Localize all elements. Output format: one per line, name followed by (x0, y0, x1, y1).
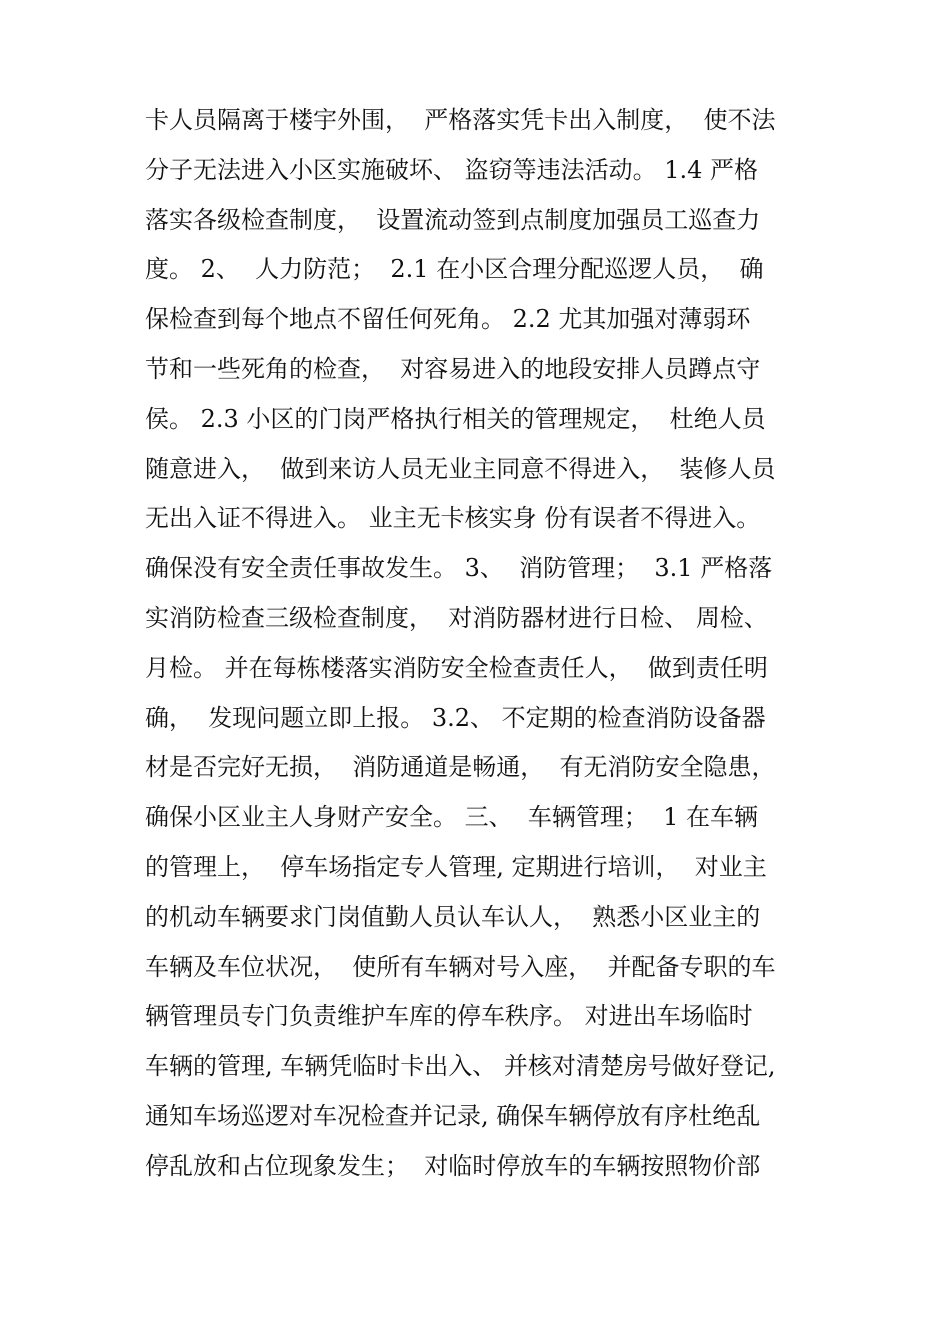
text-line: 停乱放和占位现象发生； 对临时停放车的车辆按照物价部 (145, 1151, 761, 1180)
text-line: 落实各级检查制度， 设置流动签到点制度加强员工巡查力 (145, 205, 761, 234)
text-line: 确保小区业主人身财产安全。 三、 车辆管理； 1 在车辆 (145, 803, 759, 832)
text-line: 无出入证不得进入。 业主无卡核实身 份有误者不得进入。 (145, 504, 761, 533)
text-line: 通知车场巡逻对车况检查并记录, 确保车辆停放有序杜绝乱 (145, 1101, 761, 1130)
text-line: 材是否完好无损， 消防通道是畅通， 有无消防安全隐患， (145, 753, 776, 782)
text-line: 的管理上， 停车场指定专人管理, 定期进行培训， 对业主 (145, 852, 767, 881)
text-line: 辆管理员专门负责维护车库的停车秩序。 对进出车场临时 (145, 1002, 753, 1031)
body-text (145, 96, 845, 1192)
text-line: 随意进入， 做到来访人员无业主同意不得进入， 装修人员 (145, 454, 776, 483)
text-line: 度。 2、 人力防范； 2.1 在小区合理分配巡逻人员， 确 (145, 255, 764, 284)
text-line: 侯。 2.3 小区的门岗严格执行相关的管理规定， 杜绝人员 (145, 404, 766, 433)
text-line: 确， 发现问题立即上报。 3.2、 不定期的检查消防设备器 (145, 703, 766, 732)
text-line: 的机动车辆要求门岗值勤人员认车认人， 熟悉小区业主的 (145, 902, 761, 931)
text-line: 实消防检查三级检查制度， 对消防器材进行日检、 周检、 (145, 603, 768, 632)
text-line: 确保没有安全责任事故发生。 3、 消防管理； 3.1 严格落 (145, 554, 773, 583)
text-line: 月检。 并在每栋楼落实消防安全检查责任人， 做到责任明 (145, 653, 768, 682)
text-line: 保检查到每个地点不留任何死角。 2.2 尤其加强对薄弱环 (145, 305, 751, 334)
text-line: 车辆的管理, 车辆凭临时卡出入、 并核对清楚房号做好登记, (145, 1052, 776, 1081)
text-line: 卡人员隔离于楼宇外围， 严格落实凭卡出入制度， 使不法 (145, 106, 776, 134)
text-line: 节和一些死角的检查， 对容易进入的地段安排人员蹲点守 (145, 354, 761, 383)
text-line: 车辆及车位状况， 使所有车辆对号入座， 并配备专职的车 (145, 952, 776, 981)
text-line: 分子无法进入小区实施破坏、 盗窃等违法活动。 1.4 严格 (145, 155, 759, 184)
